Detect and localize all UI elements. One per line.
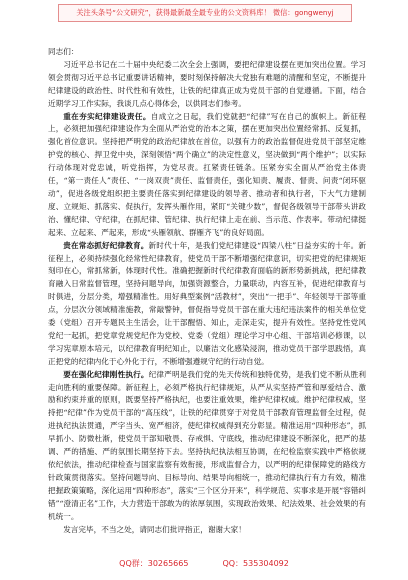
section-2-body: 新时代十年，是我们党纪律建设“四梁八柱”日益夯实的十年。新征程上，必须持续强化经常性纪律教育，使党员干部不断增强纪律意识，切实把党的纪律规矩刻印在心，常抓常新，体现时代性。准确把握新时代纪律教育面临的新形势新挑战，把纪律教育融入日常监督管理，坚持问题导向，加强资源整合，力量联动，内容互补，促进纪律教育与时俱进，分层分类，增强精准性。用好典型案例“活教材”，突出“一把手”、年轻领导干部等重点，分层次分领域精准施教，常敲警钟，督促指导党员干部在重大违纪违法案件的相关单位党委（党组）召开专题民主生活会，让干部醒悟、知止，走深走实，提升有效性。坚持党性党风党纪一起抓，把党章党规党纪作为党校、党委（党组）理论学习中心组、干部培训必修课，以学习宪章原本培元，以纪律教育明纪知止，以廉洁文化感染浸润，推动党员干部学思践悟，真正把党的纪律内化于心外化于行，不断增强遵规守纪的行动自觉。	[48, 240, 367, 366]
section-1-heading: 重在夯实纪律建设责任。	[63, 111, 151, 121]
section-3-body: 纪律严明是我们党的先天传统和独特优势，是我们党不断从胜利走向胜利的重要保障。新征程上，必须严格执行纪律规矩，从严从实坚持严管和厚爱结合、激励和约束并重的原则，既要坚持严格执纪，也要注重效果，维护纪律权威。维护纪律权威，坚持把“纪律”作为党员干部的“高压线”，让铁的纪律贯穿于对党员干部教育管理监督全过程，促进执纪执法贯通，严字当头、宽严相济，使纪律权威得到充分彰显。精准运用“四种形态”，抓早抓小、防微杜渐，使党员干部知敬畏、存戒惧、守底线，推动纪律建设不断深化，把严的基调、严的措施、严的氛围长期坚持下去。坚持执纪执法相互协调，在纪检监察实践中严格依规依纪依法，推动纪律检查与国家监察有效衔接，形成监督合力，以严明的纪律保障党的路线方针政策贯彻落实。坚持问题导向、目标导向、结果导向相统一，推动纪律执行有力有效，精准把握政策策略，深化运用“四种形态”，落实“三个区分开来”，科学规范、实事求是开展“容错纠错”“澄清正名”工作，大力营造干部敢为的浓厚氛围，实现政治效果、纪法效果、社会效果的有机统一。	[48, 369, 366, 521]
closing-paragraph: 发言完毕，不当之处，请同志们批评指正，谢谢大家！	[63, 524, 246, 534]
promo-banner: 关注头条号“公文研究”，获得最新最全最专业的公文资料库！ 微信：gongwenyj	[58, 4, 352, 22]
document-body	[48, 46, 366, 536]
qq-group-label: QQ群：30265665	[119, 559, 189, 568]
qq-number-label: QQ：535304092	[222, 559, 289, 568]
section-3-paragraph	[48, 369, 366, 524]
section-2-heading: 贵在常态抓好纪律教育。	[63, 240, 149, 250]
contact-footer	[0, 557, 408, 571]
section-1-paragraph	[48, 111, 366, 240]
intro-paragraph: 习近平总书记在二十届中央纪委二次全会上强调，要把纪律建设摆在更加突出位置。学习领会贯彻习近平总书记重要讲话精神，要时刻保持解决大党独有难题的清醒和坚定，不断提升纪律建设的政治性、时代性和有效性，让铁的纪律真正成为党员干部的自觉遵循。下面，结合近期学习工作实际，我谈几点心得体会，以供同志们参考。	[48, 59, 366, 108]
section-2-paragraph	[48, 240, 366, 369]
section-3-heading: 要在强化纪律刚性执行。	[63, 369, 149, 379]
salutation: 同志们：	[48, 47, 79, 56]
section-1-body: 自成立之日起，我们党就把“纪律”写在自己的旗帜上。新征程上，必须把加强纪律建设作为全面从严治党的治本之策，摆在更加突出位置经常抓、反复抓，强化首位意识。坚持把严明党的政治纪律放在首位，以强有力的政治监督促进党员干部坚定维护党的核心、捍卫党中央，深刻领悟“两个确立”的决定性意义，坚决做到“两个维护”；以实际行动体现对党忠诚，听党指挥，为党尽责。扛紧责任链条。压紧夯实全面从严治党主体责任，“第一责任人”责任、“一岗双责”责任、监督责任，强化知责、履责、督责、问责“闭环驱动”，促进各级党组织把主要责任落实到纪律建设的领导者、推动者和执行者，下大气力建制度、立规矩、抓落实、促执行，发挥头雁作用，紧盯“关键少数”，督促各级领导干部带头讲政治、懂纪律、守纪律，在抓纪律、管纪律、执行纪律上走在前、当示范、作表率。带动纪律挺起来、立起来、严起来，形成“头雁领航、群雁齐飞”的良好局面。	[48, 111, 367, 237]
